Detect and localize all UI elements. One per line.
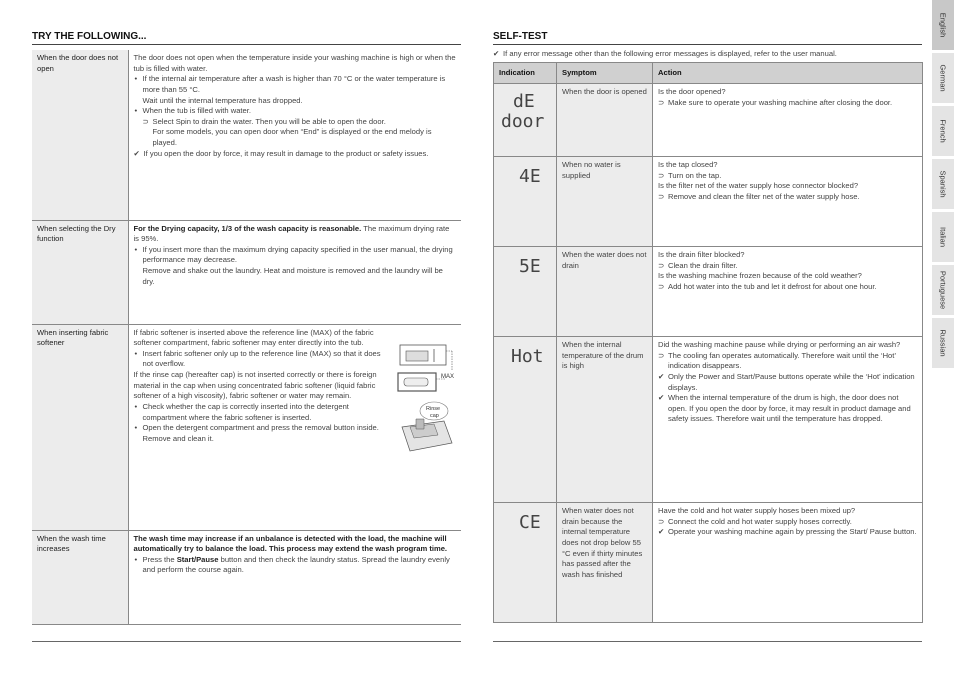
row-content: [128, 530, 461, 624]
lcd-code: 4E: [519, 166, 541, 187]
tab-spanish[interactable]: [932, 159, 954, 209]
bullet: • Open the detergent compartment and press the removal button inside. Remove and clean it.: [134, 423, 386, 444]
indication-cell: [494, 503, 557, 623]
body-text: The maximum drying rate is 95%.: [133, 223, 450, 244]
tab-label: Italian: [938, 226, 948, 248]
left-heading: TRY THE FOLLOWING...: [32, 31, 147, 42]
row-door: [32, 50, 461, 220]
arrow-text: ⊃ Select Spin to drain the water. Then you will be able to open the door.: [143, 117, 457, 128]
rinse-cap-label: Rinse: [425, 405, 440, 412]
bullet: • When the tub is filled with water.: [134, 106, 457, 117]
row-de: [494, 84, 923, 157]
bold-text: Start/Pause: [176, 554, 219, 564]
bullet: • If the internal air temperature after a wash is higher than 70 °C or the water temperature is more than 55 °C.: [134, 74, 457, 95]
arrow-text: ⊃ Make sure to operate your washing machine after closing the door.: [658, 98, 917, 109]
tab-label: Russian: [938, 329, 948, 357]
tab-english[interactable]: [932, 0, 954, 50]
body-text: Press the: [142, 554, 177, 564]
lcd-code: Hot: [511, 346, 544, 367]
self-test-note: ✔ If any error message other than the following error messages is displayed, refer to the user manual.: [493, 49, 931, 58]
arrow-text: ⊃ Turn on the tap.: [658, 171, 917, 182]
lcd-code: CE: [519, 512, 541, 533]
left-heading-rule: [32, 44, 461, 45]
question: Have the cold and hot water supply hoses been mixed up?: [658, 506, 856, 515]
arrow-text: ⊃ Add hot water into the tub and let it defrost for about one hour.: [658, 282, 917, 293]
row-4e: [494, 157, 923, 247]
max-label: MAX: [440, 373, 454, 380]
question: Is the washing machine frozen because of the cold weather?: [658, 271, 862, 281]
check-note: ✔ Operate your washing machine again by pressing the Start/ Pause button.: [658, 527, 917, 538]
question: Is the tap closed?: [658, 160, 718, 169]
troubleshoot-table: [32, 50, 461, 625]
right-heading-rule: [493, 44, 922, 45]
col-indication: Indication: [494, 63, 557, 84]
sub-text: Wait until the internal temperature has dropped.: [142, 95, 303, 105]
lcd-display: [499, 506, 551, 536]
bold-text: For the Drying capacity, 1/3 of the wash capacity is reasonable.: [133, 223, 362, 233]
lcd-display: [499, 87, 551, 131]
check-note: ✔ When the internal temperature of the drum is high, the door does not open. If you open the door by force, it may result in product damage and safety issues. Therefore wait until the temperature has dropped.: [658, 393, 917, 425]
tab-label: Spanish: [938, 170, 948, 198]
lcd-display: [499, 250, 551, 280]
right-heading: SELF-TEST: [493, 31, 548, 42]
tab-label: Portuguese: [938, 270, 948, 310]
row-dry: [32, 220, 461, 324]
row-content: [128, 324, 461, 530]
arrow-text: ⊃ Connect the cold and hot water supply hoses correctly.: [658, 517, 917, 528]
right-bottom-rule: [493, 641, 922, 642]
action-cell: [653, 247, 923, 337]
intro-text: The door does not open when the temperature inside your washing machine is high or when the tub is filled with water.: [133, 53, 456, 73]
symptom-cell: When the door is opened: [557, 84, 653, 157]
tab-portuguese[interactable]: [932, 265, 954, 315]
question: Is the door opened?: [658, 87, 726, 96]
tab-french[interactable]: [932, 106, 954, 156]
body-text: If the rinse cap (hereafter cap) is not inserted correctly or there is foreign material in the cap when using concentrated fabric softener (liquid fabric softener of a high viscosity), fabric softener or water may remain.: [133, 370, 377, 401]
lcd-display: [499, 160, 551, 190]
question: Did the washing machine pause while drying or performing an air wash?: [658, 340, 901, 349]
row-softener: [32, 324, 461, 530]
question: Is the filter net of the water supply hose connector blocked?: [658, 181, 859, 191]
softener-illustration: [394, 343, 460, 463]
symptom-cell: When the internal temperature of the drum is high: [557, 337, 653, 503]
arrow-text: ⊃ Clean the drain filter.: [658, 261, 917, 272]
col-symptom: Symptom: [557, 63, 653, 84]
bullet: • If you insert more than the maximum drying capacity specified in the user manual, the drying performance may decrease.: [134, 245, 457, 266]
row-label: When selecting the Dry function: [32, 220, 128, 324]
language-sidebar: [932, 0, 954, 371]
symptom-cell: When the water does not drain: [557, 247, 653, 337]
col-action: Action: [653, 63, 923, 84]
arrow-text: ⊃ The cooling fan operates automatically. Therefore wait until the ‘Hot’ indication disappears.: [658, 351, 917, 372]
arrow-text: ⊃ Remove and clean the filter net of the water supply hose.: [658, 192, 917, 203]
tab-italian[interactable]: [932, 212, 954, 262]
row-label: When inserting fabric softener: [32, 324, 128, 530]
indication-cell: [494, 84, 557, 157]
action-cell: [653, 503, 923, 623]
lcd-code: door: [501, 111, 545, 131]
row-content: [128, 50, 461, 220]
row-5e: [494, 247, 923, 337]
check-note: ✔ Only the Power and Start/Pause buttons operate while the ‘Hot’ indication displays.: [658, 372, 917, 393]
tab-label: English: [938, 12, 948, 38]
rinse-cap-label: cap: [429, 412, 439, 419]
row-label: When the wash time increases: [32, 530, 128, 624]
bullet: • Insert fabric softener only up to the reference line (MAX) so that it does not overflow.: [134, 349, 386, 370]
lcd-code: dE: [513, 91, 535, 112]
row-wash-time: [32, 530, 461, 624]
symptom-cell: When water does not drain because the internal temperature does not drop below 55 °C even if thirty minutes has passed after the wash has finished: [557, 503, 653, 623]
row-ce: [494, 503, 923, 623]
tab-label: German: [938, 64, 948, 92]
row-content: [128, 220, 461, 324]
symptom-cell: When no water is supplied: [557, 157, 653, 247]
intro-text: If fabric softener is inserted above the reference line (MAX) of the fabric softener compartment, fabric softener may enter directly into the tub.: [133, 327, 374, 348]
sub-text: Remove and shake out the laundry. Heat and moisture is removed and the laundry will be dry.: [142, 266, 443, 286]
indication-cell: [494, 337, 557, 503]
indication-cell: [494, 157, 557, 247]
action-cell: [653, 337, 923, 503]
left-bottom-rule: [32, 641, 461, 642]
tab-russian[interactable]: [932, 318, 954, 368]
bullet: • Check whether the cap is correctly inserted into the detergent compartment where the fabric softener is inserted.: [134, 402, 386, 423]
lcd-code: 5E: [519, 256, 541, 277]
bold-text: The wash time may increase if an unbalance is detected with the load, the machine will automatically try to balance the load. This process may extend the wash program time.: [133, 533, 448, 554]
row-label: When the door does not open: [32, 50, 128, 220]
indication-cell: [494, 247, 557, 337]
check-note: ✔ If you open the door by force, it may result in damage to the product or safety issues.: [134, 149, 457, 160]
action-cell: [653, 84, 923, 157]
tab-german[interactable]: [932, 53, 954, 103]
question: Is the drain filter blocked?: [658, 250, 745, 259]
action-cell: [653, 157, 923, 247]
self-test-table: [493, 62, 923, 623]
row-hot: [494, 337, 923, 503]
lcd-display: [499, 340, 551, 370]
body-text: button and then check the laundry status. Spread the laundry evenly and perform the course again.: [142, 554, 450, 575]
sub-text: For some models, you can open door when “End” is displayed or the end melody is played.: [152, 127, 432, 147]
tab-label: French: [938, 119, 948, 143]
